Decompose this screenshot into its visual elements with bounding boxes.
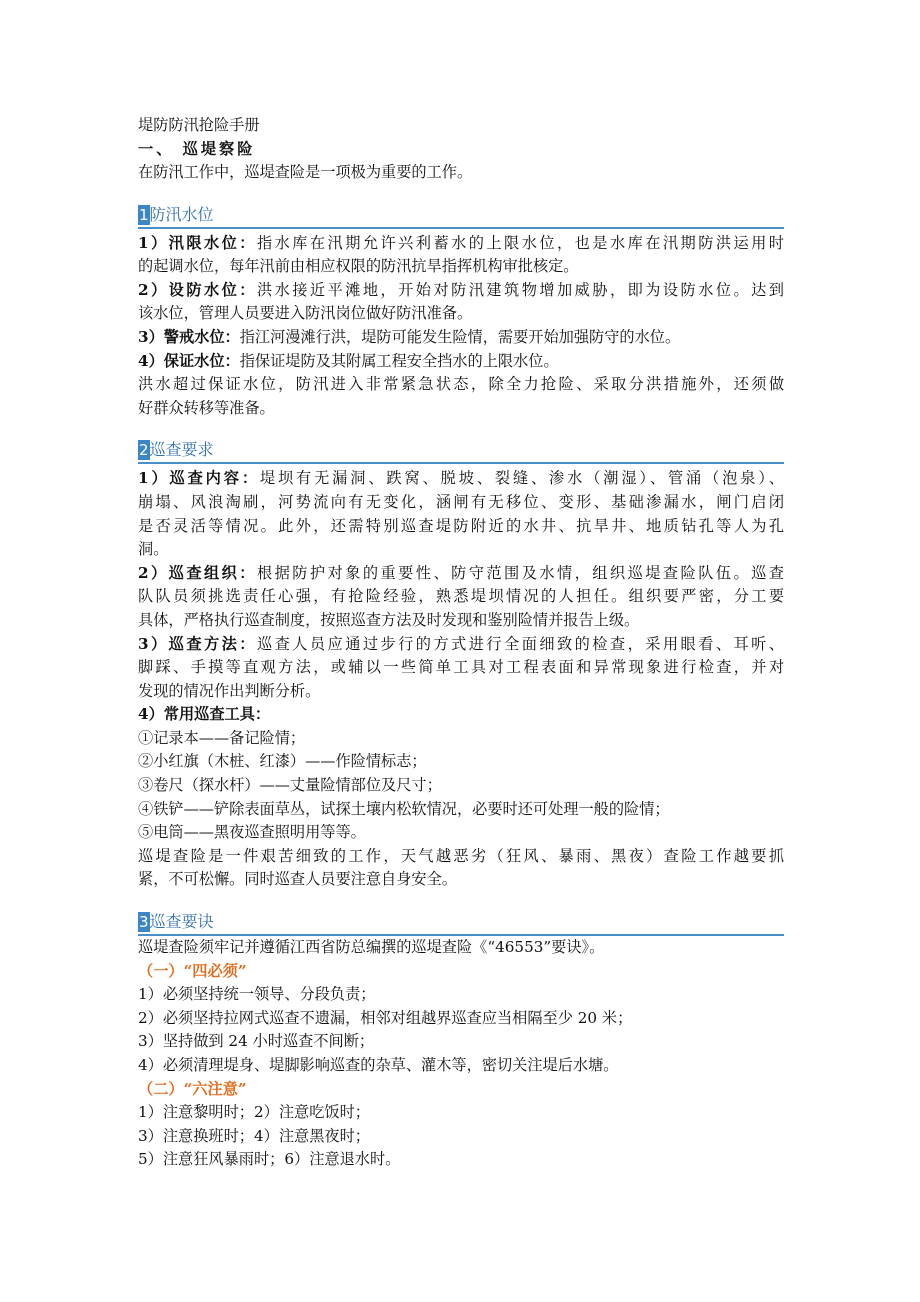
tool-item: ①记录本——备记险情； <box>138 728 306 747</box>
section-heading-patrol-requirements <box>138 438 784 464</box>
item-label: 2）巡查组织： <box>138 563 257 582</box>
water-level-note: 洪水超过保证水位，防汛进入非常紧急状态，除全力抢险、采取分洪措施外，还须做 <box>138 375 784 394</box>
subheading-four-musts: （一）“四必须” <box>138 961 247 980</box>
section-number: 3 <box>139 913 149 932</box>
patrol-method <box>138 633 784 657</box>
patrol-organization-cont: 队队员须挑选责任心强，有抢险经验，熟悉堤坝情况的人担任。组织要严密，分工要 <box>138 587 784 606</box>
document-title: 堤防防汛抢险手册 <box>138 116 260 134</box>
patrol-content-cont: 洞。 <box>138 540 169 559</box>
tool-item: ②小红旗（木桩、红漆）——作险情标志； <box>138 752 427 771</box>
item-label: 1）汛限水位： <box>138 233 257 252</box>
patrol-content-cont: 崩塌、风浪淘刷，河势流向有无变化，涵闸有无移位、变形、基础渗漏水，闸门启闭 <box>138 492 784 511</box>
six-attentions-item: 1）注意黎明时；2）注意吃饭时； <box>138 1103 370 1122</box>
tool-item: ③卷尺（探水杆）——丈量险情部位及尺寸； <box>138 776 442 795</box>
section-number: 2 <box>139 441 149 460</box>
six-attentions-item: 3）注意换班时；4）注意黑夜时； <box>138 1126 370 1145</box>
item-text: 洪水接近平滩地，开始对防汛建筑物增加威胁，即为设防水位。达到 <box>256 280 784 299</box>
water-level-item-1 <box>138 232 784 256</box>
section-title: 防汛水位 <box>149 204 214 224</box>
section-title: 巡查要求 <box>149 440 214 460</box>
six-attentions-item: 5）注意狂风暴雨时；6）注意退水时。 <box>138 1150 401 1169</box>
item-text: 指保证堤防及其附属工程安全挡水的上限水位。 <box>239 351 559 370</box>
four-musts-item: 4）必须清理堤身、堤脚影响巡查的杂草、灌木等，密切关注堤后水塘。 <box>138 1056 619 1074</box>
patrol-method-cont: 发现的情况作出判断分析。 <box>138 681 321 700</box>
item-text: 巡查人员应通过步行的方式进行全面细致的检查，采用眼看、耳听、 <box>256 634 784 653</box>
item-label: 4）保证水位： <box>138 351 240 370</box>
part-heading: 一、 巡堤察险 <box>138 140 256 158</box>
key-points-intro: 巡堤查险须牢记并遵循江西省防总编撰的巡堤查险《“46553”要诀》。 <box>138 938 605 957</box>
patrol-method-cont: 脚踩、手摸等直观方法，或辅以一些简单工具对工程表面和异常现象进行检查，并对 <box>138 658 784 677</box>
water-level-item-2 <box>138 279 784 303</box>
item-text: 指水库在汛期允许兴利蓄水的上限水位，也是水库在汛期防洪运用时 <box>256 233 784 252</box>
patrol-organization-cont: 具体，严格执行巡查制度，按照巡查方法及时发现和鉴别险情并报告上级。 <box>138 610 640 629</box>
tool-item: ⑤电筒——黑夜巡查照明用等等。 <box>138 823 366 842</box>
section-heading-patrol-key-points <box>138 910 784 936</box>
patrol-content-cont: 是否灵活等情况。此外，还需特别巡查堤防附近的水井、抗旱井、地质钻孔等人为孔 <box>138 516 784 535</box>
patrol-content <box>138 467 784 491</box>
intro-paragraph: 在防汛工作中，巡堤查险是一项极为重要的工作。 <box>138 163 473 181</box>
water-level-note-cont: 好群众转移等准备。 <box>138 398 275 417</box>
patrol-note: 巡堤查险是一件艰苦细致的工作，天气越恶劣（狂风、暴雨、黑夜）查险工作越要抓 <box>138 846 784 865</box>
item-text: 指江河漫滩行洪，堤防可能发生险情，需要开始加强防守的水位。 <box>239 327 681 346</box>
item-text: 堤坝有无漏洞、跌窝、脱坡、裂缝、渗水（潮湿）、管涌（泡泉）、 <box>259 469 784 488</box>
item-label: 4）常用巡查工具： <box>138 705 271 724</box>
item-label: 3）警戒水位： <box>138 327 240 346</box>
water-level-item-4 <box>138 350 784 374</box>
water-level-item-3 <box>138 326 784 350</box>
water-level-item-2-cont: 该水位，管理人员要进入防汛岗位做好防汛准备。 <box>138 304 473 323</box>
section-heading-water-levels <box>138 203 784 229</box>
patrol-tools-heading <box>138 703 784 727</box>
four-musts-item: 3）坚持做到 24 小时巡查不间断； <box>138 1032 375 1051</box>
document-page <box>138 113 784 1172</box>
item-text: 根据防护对象的重要性、防守范围及水情，组织巡堤查险队伍。巡查 <box>256 563 784 582</box>
four-musts-item: 1）必须坚持统一领导、分段负责； <box>138 985 376 1004</box>
water-level-item-1-cont: 的起调水位，每年汛前由相应权限的防汛抗旱指挥机构审批核定。 <box>138 257 579 276</box>
four-musts-item: 2）必须坚持拉网式巡查不遗漏，相邻对组越界巡查应当相隔至少 20 米； <box>138 1008 633 1027</box>
tool-item: ④铁铲——铲除表面草丛，试探土壤内松软情况，必要时还可处理一般的险情； <box>138 799 670 818</box>
item-label: 2）设防水位： <box>138 280 257 299</box>
section-title: 巡查要诀 <box>149 912 214 932</box>
item-label: 1）巡查内容： <box>138 469 260 488</box>
section-number: 1 <box>139 205 149 224</box>
subheading-six-attentions: （二）“六注意” <box>138 1079 247 1098</box>
item-label: 3）巡查方法： <box>138 634 257 653</box>
patrol-note-cont: 紧，不可松懈。同时巡查人员要注意自身安全。 <box>138 870 457 889</box>
patrol-organization <box>138 562 784 586</box>
